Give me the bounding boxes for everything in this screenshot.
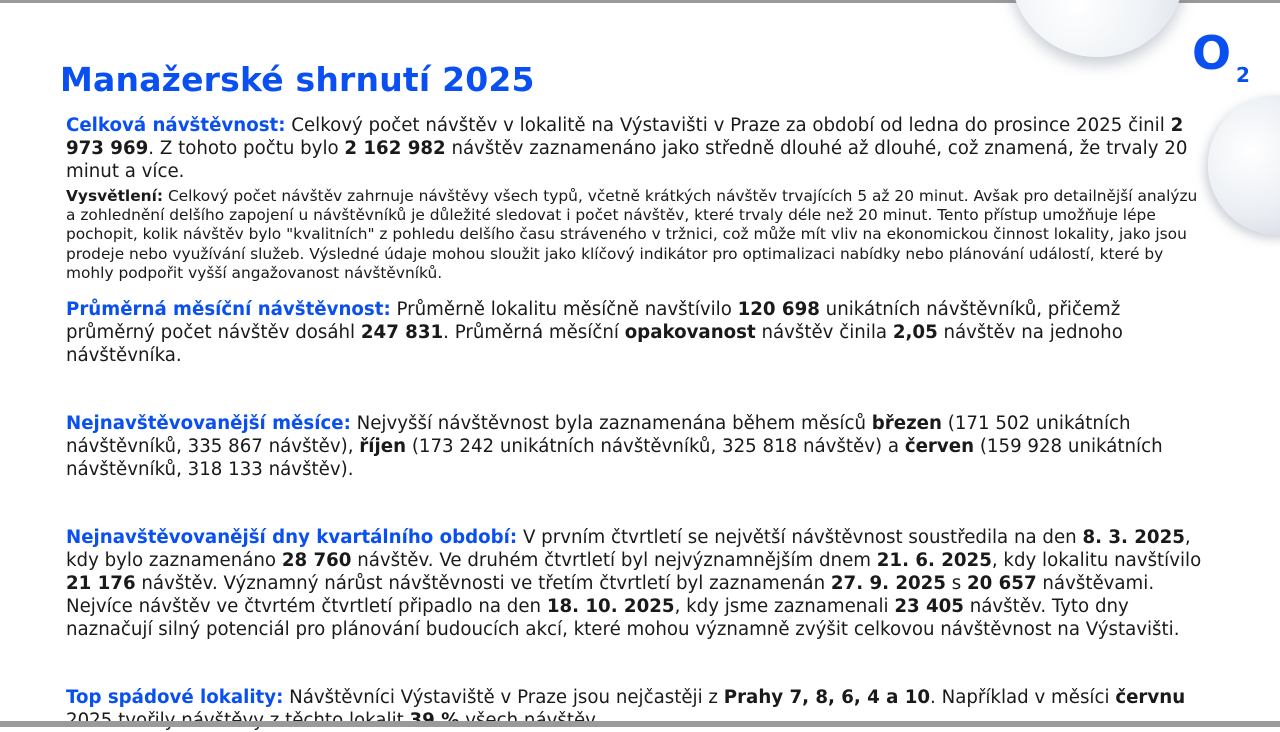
highlight-value: 120 698 — [737, 299, 820, 321]
section-heading: Nejnavštěvovanější měsíce: — [66, 413, 351, 435]
text-run: s — [945, 573, 968, 595]
text-run: Celkový počet návštěv v lokalitě na Výstavišti v Praze za období od ledna do prosince 2025 činil — [285, 115, 1171, 136]
text-run: Návštěvníci Výstaviště v Praze jsou nejčastěji z — [283, 687, 724, 709]
section-heading: Top spádové lokality: — [66, 687, 284, 709]
highlight-value: březen — [871, 413, 942, 435]
bottom-rule — [0, 721, 1280, 727]
highlight-value: 8. 3. 2025 — [1082, 527, 1185, 549]
highlight-value: červen — [904, 436, 975, 458]
text-run: unikátních návštěvníků, přičemž průměrný počet návštěv dosáhl — [66, 299, 1121, 344]
highlight-value: Prahy 7, 8, 6, 4 a 10 — [723, 687, 931, 709]
total-visits-paragraph — [66, 114, 1206, 183]
page-title: Manažerské shrnutí 2025 — [60, 60, 535, 99]
explanation-paragraph — [66, 187, 1206, 283]
section-heading: Nejnavštěvovanější dny kvartálního období: — [66, 527, 518, 549]
section-heading: Celková návštěvnost: — [66, 115, 286, 136]
highlight-value: 20 657 — [967, 573, 1037, 595]
text-run: návštěv na jednoho návštěvníka. — [66, 322, 1123, 367]
text-run: . Průměrná měsíční — [443, 322, 625, 344]
highlight-value: 28 760 — [281, 550, 352, 572]
text-run: Celkový počet návštěv zahrnuje návštěvy všech typů, včetně krátkých návštěv trvajících 5 až 20 minut. Avšak pro detailnější analýzu a zohlednění delšího zapojení u návštěvníků je důležité sledovat i počet návštěv, které trvaly déle než 20 minut. Tento přístup umožňuje lépe pochopit, kolik návštěv bylo "kvalitních" z pohledu delšího času stráveného v tržnici, což může mít vliv na ekonomickou činnost lokality, jako jsou prodeje nebo využívání služeb. Výsledné údaje mohou sloužit jako klíčový indikátor pro optimalizaci nabídky nebo plánování událostí, které by mohly podpořit vyšší angažovanost návštěvníků. — [66, 187, 1198, 282]
highlight-value: 2 973 969 — [66, 115, 1184, 159]
highlight-value: 27. 9. 2025 — [830, 573, 946, 595]
text-run: návštěv. Významný nárůst návštěvnosti ve třetím čtvrtletí byl zaznamenán — [135, 573, 831, 595]
top-months-paragraph — [66, 412, 1206, 481]
logo-subscript: 2 — [1236, 63, 1250, 87]
highlight-value: 18. 10. 2025 — [546, 596, 675, 618]
text-run: , kdy lokalitu navštívilo — [991, 550, 1202, 572]
summary-content — [66, 114, 1206, 732]
text-run: , kdy jsme zaznamenali — [674, 596, 895, 618]
decorative-sphere-right — [1208, 95, 1280, 235]
text-run: . Z tohoto počtu bylo — [148, 138, 345, 159]
highlight-value: červnu — [1115, 687, 1186, 709]
highlight-value: 23 405 — [894, 596, 964, 618]
text-run: návštěv. Tyto dny naznačují silný potenciál pro plánování budoucích akcí, které mohou významně zvýšit celkovou návštěvnost na Výstavišti. — [66, 596, 1180, 641]
highlight-value: 2,05 — [892, 322, 938, 344]
decorative-sphere-top — [1010, 0, 1185, 57]
text-run: návštěv činila — [755, 322, 893, 344]
text-run: Průměrně lokalitu měsíčně navštívilo — [390, 299, 738, 321]
text-run: (171 502 unikátních návštěvníků, 335 867 návštěv), — [66, 413, 1131, 458]
monthly-average-paragraph — [66, 298, 1206, 367]
text-run: návštěv zaznamenáno jako středně dlouhé až dlouhé, což znamená, že trvaly 20 minut a více. — [66, 138, 1188, 182]
logo-letter: O — [1192, 26, 1232, 80]
text-run: návštěv. Ve druhém čtvrtletí byl nejvýznamnějším dnem — [351, 550, 877, 572]
text-run: . Například v měsíci — [930, 687, 1116, 709]
text-run: (173 242 unikátních návštěvníků, 325 818 návštěv) a — [406, 436, 905, 458]
text-run: (159 928 unikátních návštěvníků, 318 133 návštěv). — [66, 436, 1163, 481]
top-days-paragraph — [66, 526, 1206, 641]
highlight-value: 2 162 982 — [344, 138, 446, 159]
highlight-value: 247 831 — [360, 322, 444, 344]
text-run: , kdy bylo zaznamenáno — [66, 527, 1191, 572]
highlight-value: 21. 6. 2025 — [876, 550, 992, 572]
text-run: Nejvyšší návštěvnost byla zaznamenána během měsíců — [350, 413, 872, 435]
highlight-value: říjen — [359, 436, 407, 458]
highlight-value: opakovanost — [624, 322, 756, 344]
section-heading: Průměrná měsíční návštěvnost: — [66, 299, 391, 321]
highlight-value: 21 176 — [66, 573, 136, 595]
explanation-heading: Vysvětlení: — [66, 187, 164, 205]
text-run: V prvním čtvrtletí se největší návštěvnost soustředila na den — [517, 527, 1083, 549]
text-run: návštěvami. Nejvíce návštěv ve čtvrtém čtvrtletí připadlo na den — [66, 573, 1155, 618]
